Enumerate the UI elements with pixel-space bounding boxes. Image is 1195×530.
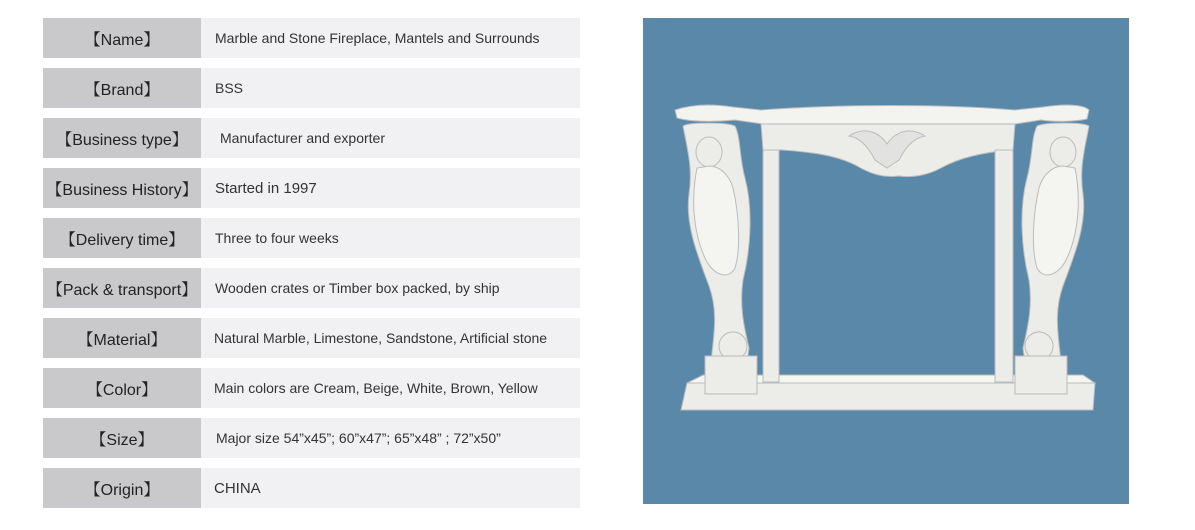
spec-label: 【Material】 (43, 318, 201, 358)
spec-value: Started in 1997 (201, 168, 580, 208)
spec-row-brand (43, 68, 580, 108)
spec-row-business-type (43, 118, 580, 158)
spec-value: Wooden crates or Timber box packed, by ship (201, 268, 580, 308)
spec-row-material (43, 318, 580, 358)
spec-value: Marble and Stone Fireplace, Mantels and Surrounds (201, 18, 580, 58)
spec-label: 【Pack & transport】 (43, 268, 201, 308)
spec-row-color (43, 368, 580, 408)
spec-row-business-history (43, 168, 580, 208)
spec-value: Three to four weeks (201, 218, 580, 258)
spec-table (43, 18, 580, 518)
spec-value: Major size 54”x45”; 60”x47”; 65”x48” ; 72”x50” (201, 418, 580, 458)
spec-label: 【Color】 (43, 368, 201, 408)
spec-label: 【Name】 (43, 18, 201, 58)
spec-label: 【Delivery time】 (43, 218, 201, 258)
spec-label: 【Brand】 (43, 68, 201, 108)
fireplace-photo (643, 18, 1129, 504)
spec-row-name (43, 18, 580, 58)
spec-value: CHINA (201, 468, 580, 508)
spec-label: 【Origin】 (43, 468, 201, 508)
spec-label: 【Size】 (43, 418, 201, 458)
spec-row-delivery-time (43, 218, 580, 258)
spec-row-size (43, 418, 580, 458)
spec-value: BSS (201, 68, 580, 108)
spec-label: 【Business History】 (43, 168, 201, 208)
spec-value: Main colors are Cream, Beige, White, Brown, Yellow (201, 368, 580, 408)
spec-row-origin (43, 468, 580, 508)
spec-value: Natural Marble, Limestone, Sandstone, Artificial stone (201, 318, 580, 358)
spec-row-pack-transport (43, 268, 580, 308)
spec-label: 【Business type】 (43, 118, 201, 158)
spec-value: Manufacturer and exporter (201, 118, 580, 158)
